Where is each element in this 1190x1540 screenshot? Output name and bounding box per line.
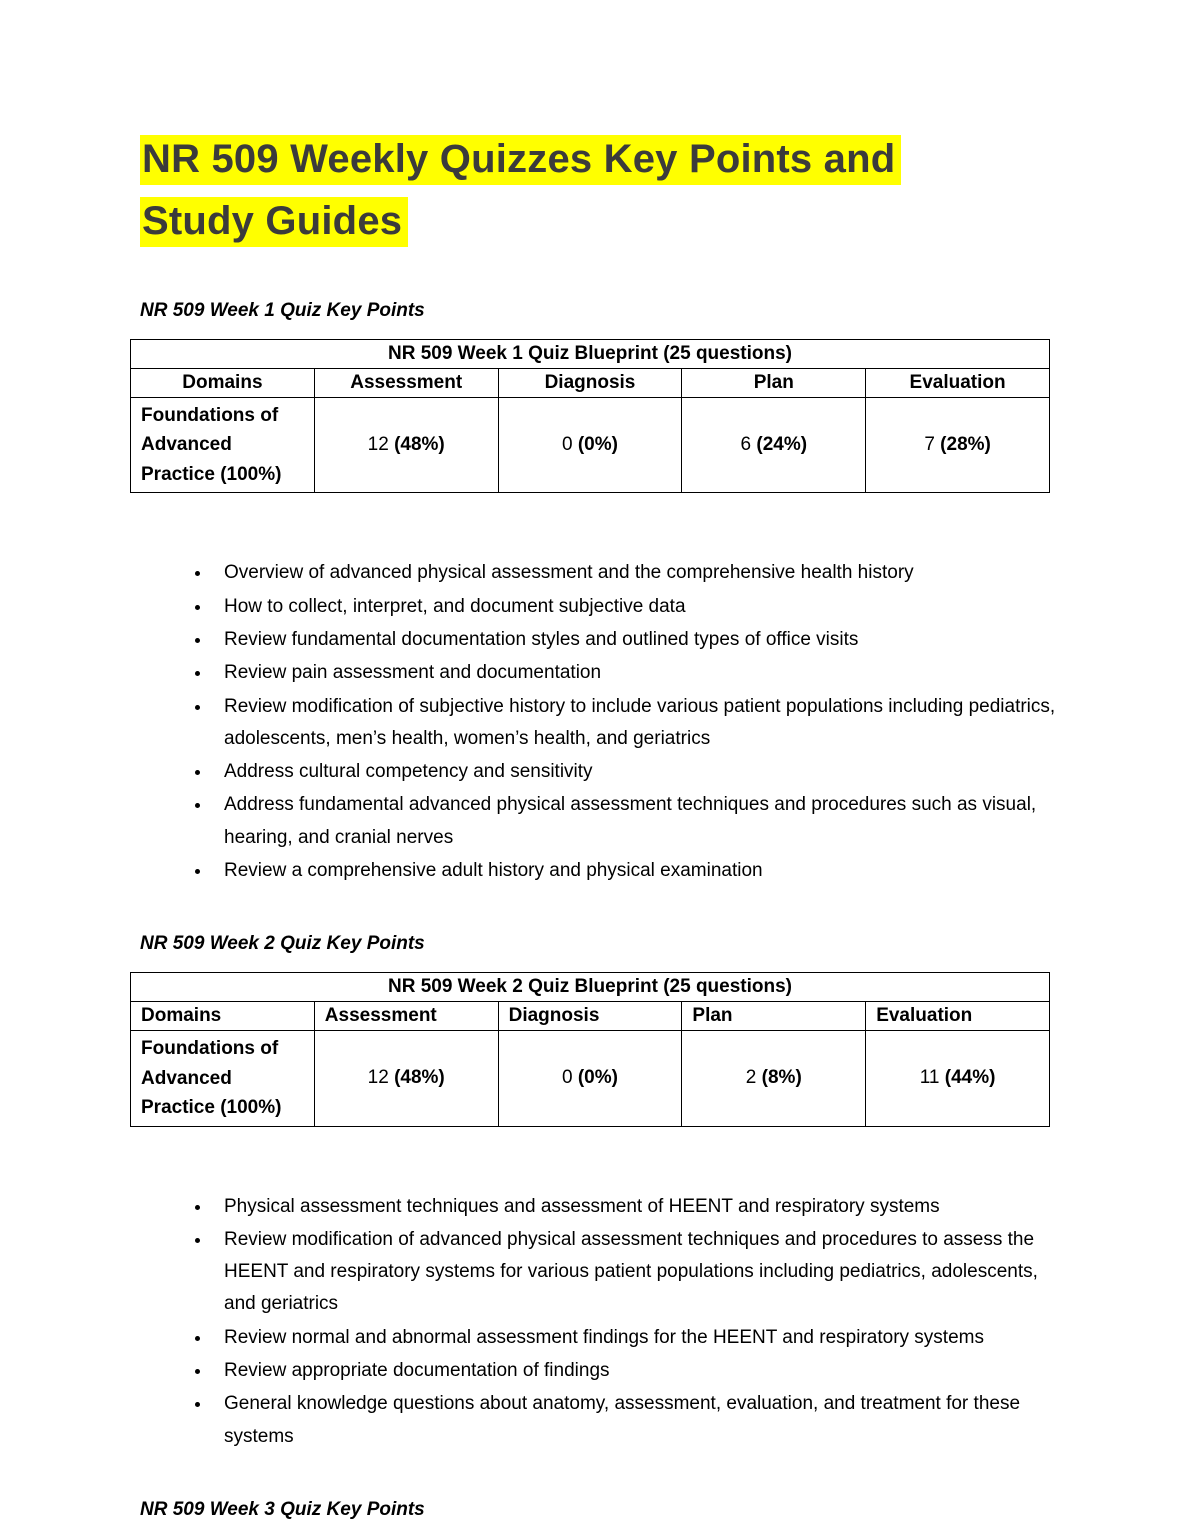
domain-row-label: Foundations of Advanced Practice (100%)	[131, 1031, 315, 1126]
section-heading-week3: NR 509 Week 3 Quiz Key Points	[140, 1498, 425, 1520]
column-header-domains: Domains	[131, 1002, 315, 1031]
table-data-row	[131, 398, 1050, 493]
plan-value	[682, 1031, 866, 1126]
bullet-item: • Address fundamental advanced physical assessment techniques and procedures such as visual, hearing, and cranial nerves	[212, 789, 1060, 854]
evaluation-value	[866, 398, 1050, 493]
column-header-diagnosis: Diagnosis	[498, 369, 682, 398]
column-header-plan: Plan	[682, 369, 866, 398]
plan-count: 6	[740, 434, 757, 456]
table-header-row	[131, 369, 1050, 398]
plan-value	[682, 398, 866, 493]
document-title	[140, 128, 1060, 252]
bullet-item: • How to collect, interpret, and document subjective data	[212, 591, 1060, 623]
diagnosis-count: 0	[562, 1067, 578, 1089]
bullet-item: • Review appropriate documentation of findings	[212, 1355, 1060, 1387]
diagnosis-count: 0	[562, 434, 578, 456]
week1-bullet-list	[140, 557, 1060, 887]
evaluation-percent: (44%)	[944, 1067, 996, 1089]
week2-table-title: NR 509 Week 2 Quiz Blueprint (25 questions)	[131, 973, 1050, 1002]
assessment-percent: (48%)	[394, 1067, 445, 1089]
evaluation-value	[866, 1031, 1050, 1126]
plan-count: 2	[745, 1067, 762, 1089]
table-data-row	[131, 1031, 1050, 1126]
column-header-plan: Plan	[682, 1002, 866, 1031]
bullet-item: • Overview of advanced physical assessment and the comprehensive health history	[212, 557, 1060, 589]
bullet-item: • Physical assessment techniques and assessment of HEENT and respiratory systems	[212, 1191, 1060, 1223]
document-title-line1: NR 509 Weekly Quizzes Key Points and	[140, 135, 901, 185]
bullet-item: • Review normal and abnormal assessment findings for the HEENT and respiratory systems	[212, 1322, 1060, 1354]
evaluation-count: 11	[919, 1067, 945, 1089]
column-header-evaluation: Evaluation	[866, 369, 1050, 398]
assessment-value	[314, 1031, 498, 1126]
table-header-row	[131, 1002, 1050, 1031]
assessment-value	[314, 398, 498, 493]
plan-percent: (8%)	[761, 1067, 802, 1089]
bullet-item: • Address cultural competency and sensitivity	[212, 756, 1060, 788]
bullet-item: • Review fundamental documentation styles and outlined types of office visits	[212, 624, 1060, 656]
bullet-item: • General knowledge questions about anatomy, assessment, evaluation, and treatment for these systems	[212, 1388, 1060, 1453]
column-header-assessment: Assessment	[314, 369, 498, 398]
document-title-line2: Study Guides	[140, 197, 408, 247]
section-heading-week2: NR 509 Week 2 Quiz Key Points	[140, 933, 425, 955]
week2-bullet-list	[140, 1191, 1060, 1453]
assessment-count: 12	[367, 1067, 395, 1089]
bullet-item: • Review a comprehensive adult history and physical examination	[212, 855, 1060, 887]
column-header-assessment: Assessment	[314, 1002, 498, 1031]
week1-table-title: NR 509 Week 1 Quiz Blueprint (25 questions)	[131, 340, 1050, 369]
diagnosis-percent: (0%)	[577, 434, 618, 456]
evaluation-count: 7	[924, 434, 941, 456]
week1-blueprint-table	[130, 339, 1050, 493]
evaluation-percent: (28%)	[940, 434, 991, 456]
assessment-percent: (48%)	[394, 434, 445, 456]
diagnosis-percent: (0%)	[577, 1067, 618, 1089]
column-header-domains: Domains	[131, 369, 315, 398]
section-heading-week1: NR 509 Week 1 Quiz Key Points	[140, 300, 425, 321]
column-header-evaluation: Evaluation	[866, 1002, 1050, 1031]
domain-row-label: Foundations of Advanced Practice (100%)	[131, 398, 315, 493]
plan-percent: (24%)	[756, 434, 808, 456]
diagnosis-value	[498, 398, 682, 493]
week2-blueprint-table	[130, 972, 1050, 1126]
diagnosis-value	[498, 1031, 682, 1126]
bullet-item: • Review modification of advanced physical assessment techniques and procedures to assess the HEENT and respiratory systems for various patient populations including pediatrics, adolescents, and geriatrics	[212, 1224, 1060, 1321]
column-header-diagnosis: Diagnosis	[498, 1002, 682, 1031]
bullet-item: • Review modification of subjective history to include various patient populations including pediatrics, adolescents, men’s health, women’s health, and geriatrics	[212, 691, 1060, 756]
assessment-count: 12	[367, 434, 395, 456]
table-title-row	[131, 973, 1050, 1002]
bullet-item: • Review pain assessment and documentation	[212, 657, 1060, 689]
table-title-row	[131, 340, 1050, 369]
